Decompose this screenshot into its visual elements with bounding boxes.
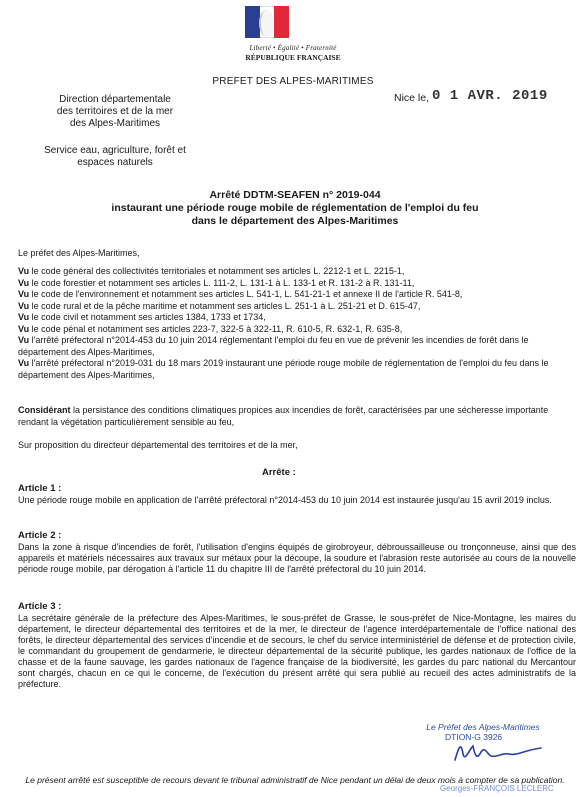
document-title xyxy=(60,189,530,228)
direction-block xyxy=(30,94,200,130)
motto: Liberté • Égalité • Fraternité xyxy=(249,44,337,52)
service-line: espaces naturels xyxy=(77,157,153,168)
vu-item: Vu le code de l'environnement et notamment ses articles L. 541-1, L. 541-21-1 et annexe II de l'article R. 541-8, xyxy=(18,289,463,299)
dtion-reference: DTION-G 3926 xyxy=(445,732,503,742)
proposition: Sur proposition du directeur départemental des territoires et de la mer, xyxy=(18,440,298,450)
article-1-heading: Article 1 : xyxy=(18,483,62,494)
place: Nice le, xyxy=(394,92,430,104)
recours-notice: Le présent arrêté est susceptible de recours devant le tribunal administratif de Nice pendant un délai de deux mois à compter de sa publication. xyxy=(25,775,565,785)
service-block xyxy=(30,145,200,169)
republic-logo xyxy=(232,6,354,62)
date-stamp: 0 1 AVR. 2019 xyxy=(432,88,548,104)
article-2-heading: Article 2 : xyxy=(18,530,62,541)
title-line: dans le département des Alpes-Maritimes xyxy=(191,215,399,227)
republic-name: RÉPUBLIQUE FRANÇAISE xyxy=(245,53,341,62)
direction-line: des territoires et de la mer xyxy=(56,106,174,117)
considerant-keyword: Considérant xyxy=(18,405,71,415)
article-2-text: Dans la zone à risque d'incendies de forêt, l'utilisation d'engins équipés de girobroyeur, débroussailleuse ou tronçonneuse, ainsi que des appareils et matériels nécessaires aux travaux sur métaux pour la découpe, la soudure et l'abrasion reste autorisée au cours de la nouvelle période rouge mobile, par dérogation à l'article 11 du chapitre III de l'arrêté préfectoral du 10 juin 2014. xyxy=(18,542,576,574)
handwritten-signature xyxy=(445,736,555,766)
vu-list xyxy=(18,266,578,381)
service-line: Service eau, agriculture, forêt et xyxy=(44,145,186,156)
vu-item: Vu le code civil et notamment ses articles 1384, 1733 et 1734, xyxy=(18,312,266,322)
article-3-heading: Article 3 : xyxy=(18,601,62,612)
marianne-flag-icon xyxy=(245,6,289,38)
considerant xyxy=(18,405,578,428)
title-line: instaurant une période rouge mobile de réglementation de l'emploi du feu xyxy=(111,202,479,214)
title-line: Arrêté DDTM-SEAFEN n° 2019-044 xyxy=(209,189,381,201)
direction-line: Direction départementale xyxy=(59,94,171,105)
article-1-text: Une période rouge mobile en application de l'arrêté préfectoral n°2014-453 du 10 juin 2014 est instaurée jusqu'au 15 avril 2019 inclus. xyxy=(18,495,552,505)
preamble: Le préfet des Alpes-Maritimes, xyxy=(18,248,140,258)
vu-item: Vu le code général des collectivités territoriales et notamment ses articles L. 2212-1 et L. 2215-1, xyxy=(18,266,405,276)
vu-item: Vu le code rural et de la pêche maritime et notamment ses articles L. 251-1 à L. 251-21 et D. 615-47, xyxy=(18,300,421,311)
vu-item: Vu l'arrêté préfectoral n°2014-453 du 10 juin 2014 réglementant l'emploi du feu en vue de prévenir les incendies de forêt dans le département des Alpes-Maritimes, xyxy=(18,335,529,357)
arrete-heading: Arrête : xyxy=(262,467,296,478)
direction-line: des Alpes-Maritimes xyxy=(69,118,161,129)
vu-item: Vu l'arrêté préfectoral n°2019-031 du 18 mars 2019 instaurant une période rouge mobile de réglementation de l'emploi du feu dans le département des Alpes-Maritimes, xyxy=(18,358,549,380)
vu-item: Vu le code forestier et notamment ses articles L. 111-2, L. 131-1 à L. 133-1 et R. 131-2 à R. 131-11, xyxy=(18,277,415,288)
article-3-text: La secrétaire générale de la préfecture des Alpes-Maritimes, le sous-préfet de Grasse, le sous-préfet de Nice-Montagne, les maires du département, le directeur départemental des territoires et de la mer, le directeur de l'agence interdépartementale de l'office national des forêts, le directeur départemental des services d'incendie et de secours, le chef du service interministériel de défense et de protection civile, le commandant du groupement de gendarmerie, le directeur départemental de la sécurité publique, les gardes nationaux de l'office de la chasse et de la faune sauvage, les gardes nationaux de l'agence française de la biodiversité, les gardes du parc national du Mercantour sont chargés, chacun en ce qui le concerne, de l'exécution du présent arrêté qui sera publié au recueil des actes administratifs de la préfecture. xyxy=(18,613,576,689)
prefet-signature-stamp: Le Préfet des Alpes-Maritimes xyxy=(426,722,540,732)
considerant-text: la persistance des conditions climatiques propices aux incendies de forêt, caractérisées par une sécheresse importante rendant la végétation particulièrement sensible au feu, xyxy=(18,405,549,427)
prefet-heading: PREFET DES ALPES-MARITIMES xyxy=(212,76,374,87)
vu-item: Vu le code pénal et notamment ses articles 223-7, 322-5 à 322-11, R. 610-5, R. 632-1, R. 635-8, xyxy=(18,323,403,334)
signatory-stamp: Georges-FRANÇOIS LECLERC xyxy=(440,784,554,793)
